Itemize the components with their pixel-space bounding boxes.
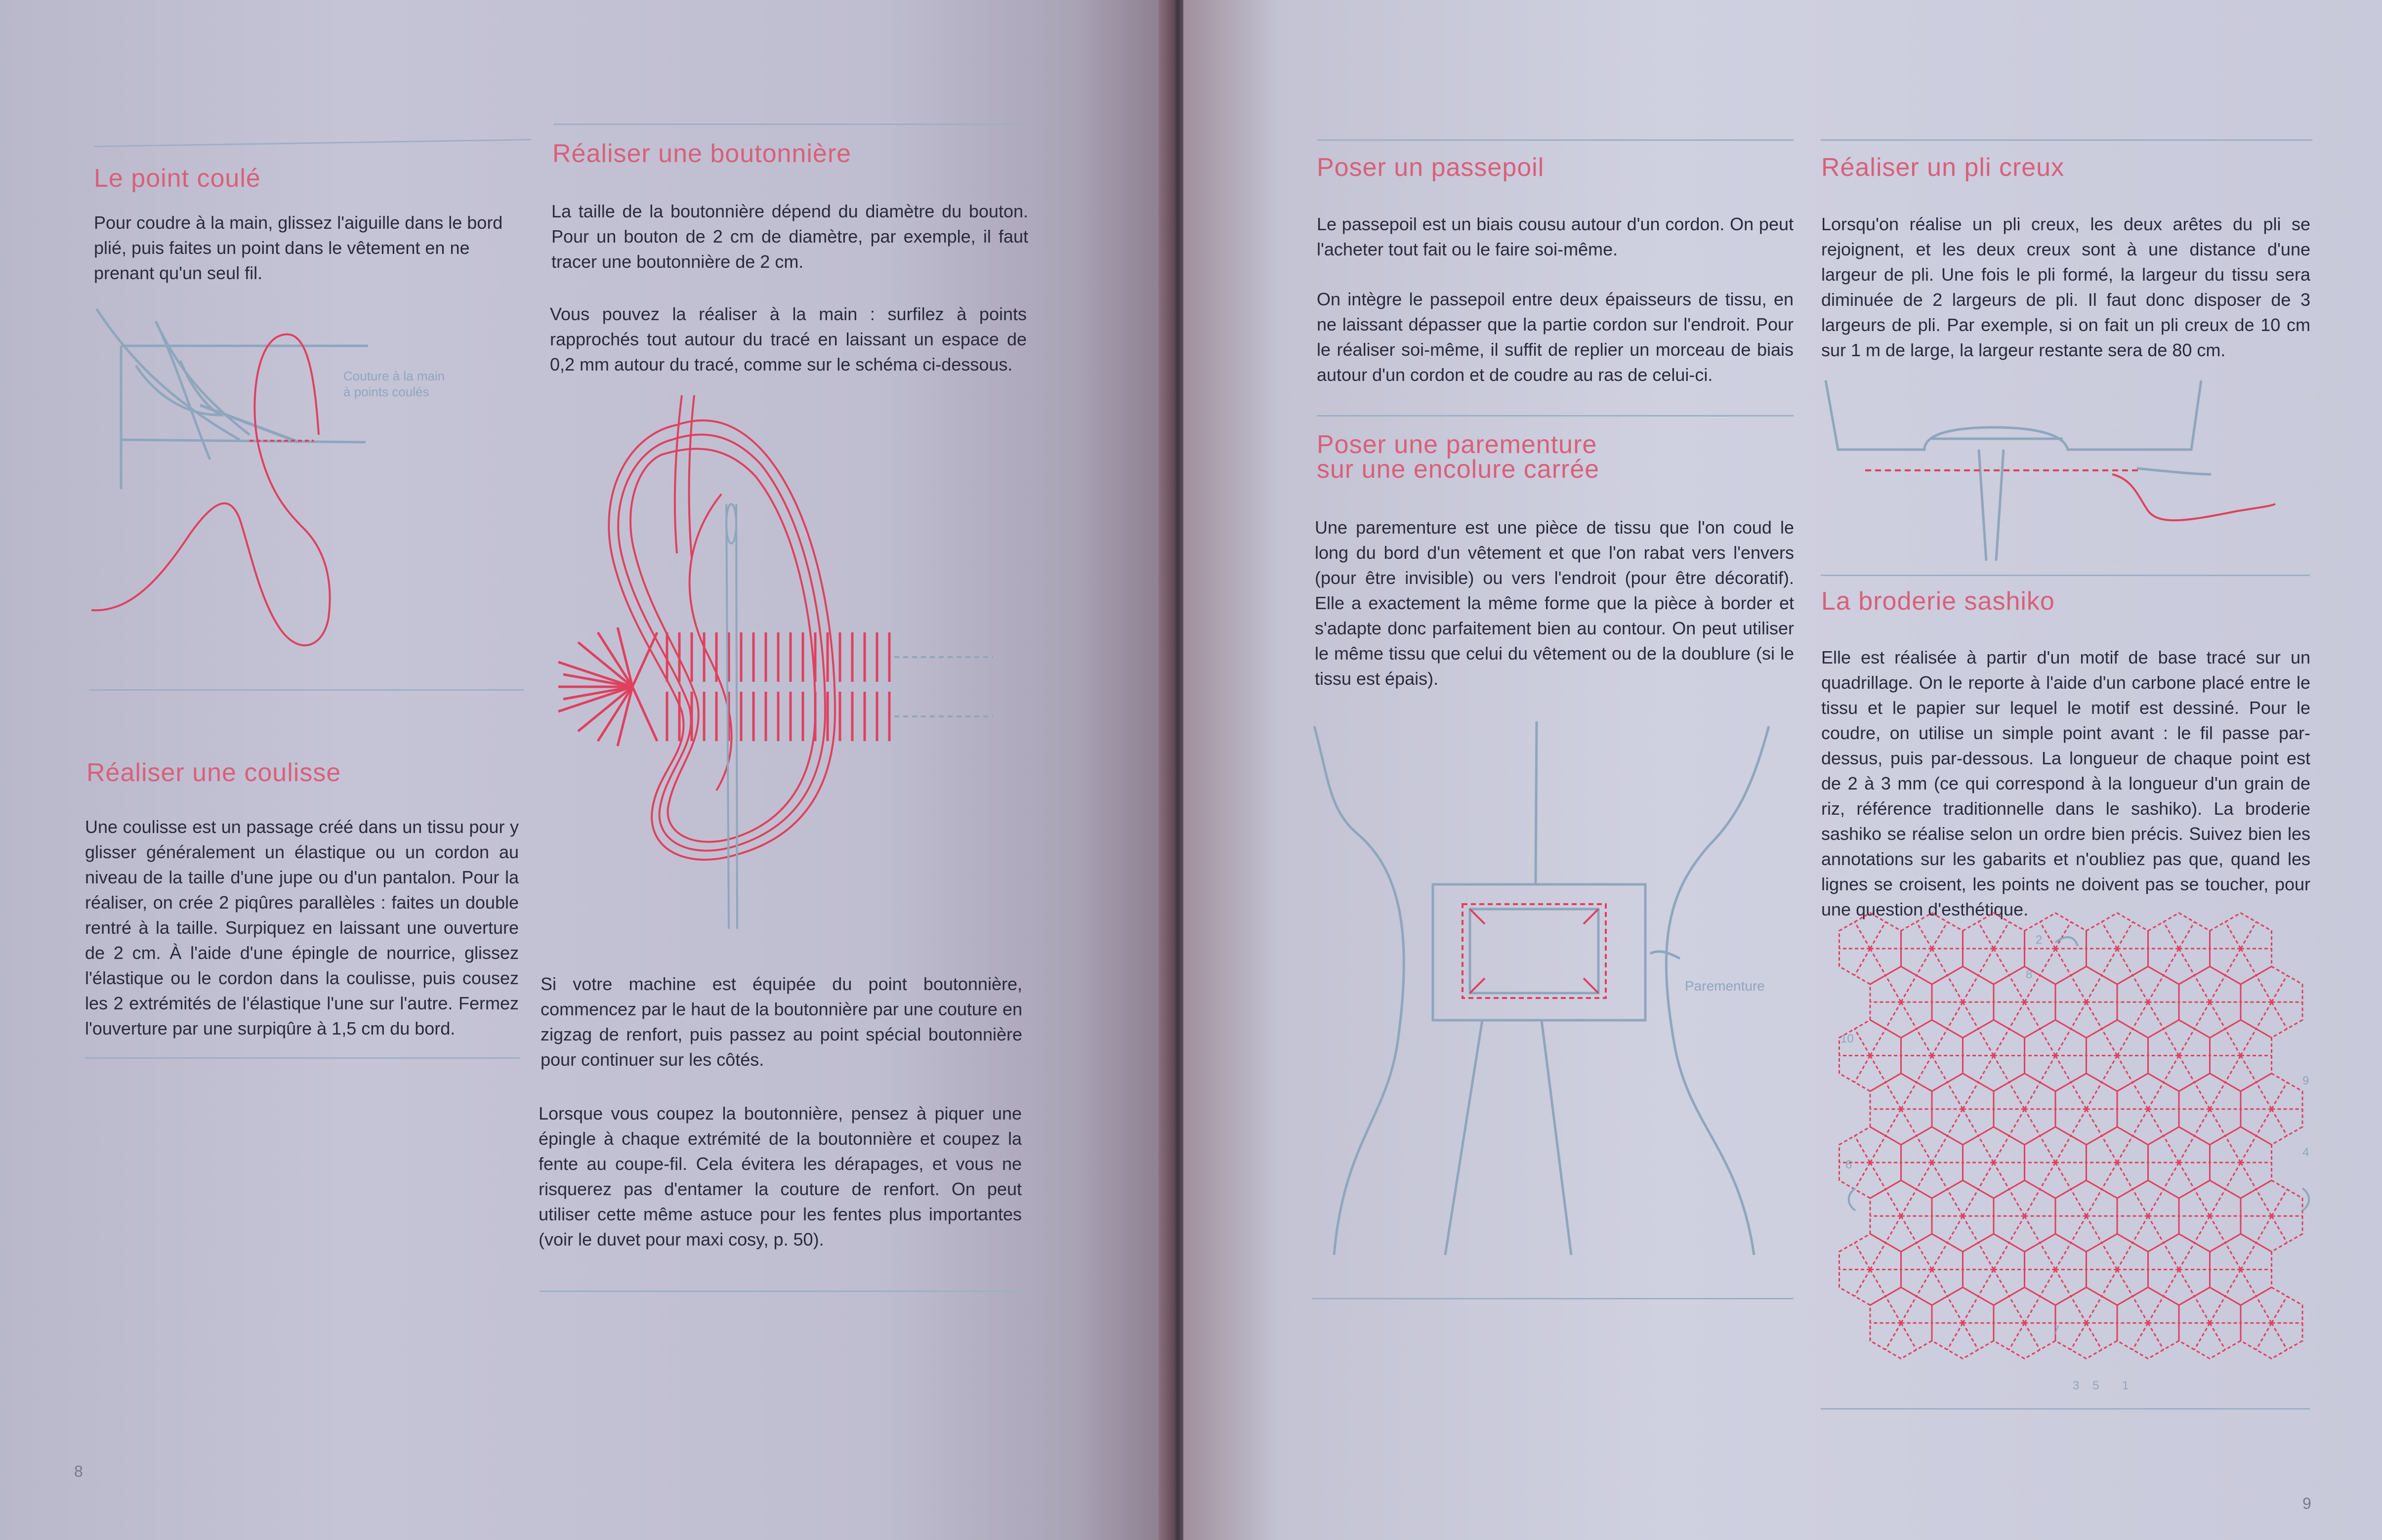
- page-number-right: 9: [2302, 1495, 2311, 1512]
- heading-point-coule: Le point coulé: [94, 164, 261, 193]
- rule-bottom-parementure: [1312, 1298, 1794, 1299]
- sashiko-diagram: [1840, 929, 2315, 1408]
- sashiko-number-6: 6: [1845, 1158, 1852, 1171]
- sashiko-number-3: 3: [2073, 1379, 2080, 1392]
- page-number-left: 8: [74, 1462, 83, 1480]
- pli-creux-diagram: [1826, 380, 2300, 568]
- parementure-diagram: [1314, 721, 1808, 1270]
- rule-bottom-point-coule: [89, 689, 524, 691]
- heading-sashiko: La broderie sashiko: [1821, 587, 2055, 616]
- text-pli-creux: Lorsqu'on réalise un pli creux, les deux arêtes du pli se rejoignent, et les deux creux sont à une distance d'une largeur de pli. Une fois le pli formé, la largeur du tissu sera diminuée de 2 largeurs de pli. Il faut donc disposer de 3 largeurs de pli. Par exemple, si on fait un pli creux de 10 cm sur 1 m de large, la largeur restante sera de 80 cm.: [1821, 214, 2310, 360]
- rule-bottom-coulisse: [85, 1057, 520, 1059]
- parementure-label: Parementure: [1685, 978, 1765, 994]
- point-coule-label-2: à points coulés: [343, 384, 429, 399]
- text-boutonniere-3: Si votre machine est équipée du point boutonnière, commencez par le haut de la boutonnière par une couture en zigzag de renfort, puis passez au point spécial boutonnière pour continuer sur les côtés.: [541, 974, 1022, 1070]
- boutonniere-diagram: [558, 395, 1003, 939]
- text-parementure: Une parementure est une pièce de tissu que l'on coud le long du bord d'un vêtement et que l'on rabat vers l'envers (pour être invisible) ou vers l'endroit (pour être décoratif). Elle a exactement la même forme que la pièce à border et s'adapte donc parfaitement bien au contour. On peut utiliser le même tissu que celui du vêtement ou de la doublure (si le tissu est épais).: [1315, 517, 1794, 689]
- sashiko-number-10: 10: [1840, 1032, 1854, 1045]
- heading-pli-creux: Réaliser un pli creux: [1821, 153, 2065, 182]
- rule-bottom-pli-creux: [1821, 575, 2310, 576]
- rule-bottom-passepoil: [1317, 415, 1794, 416]
- text-boutonniere-1: La taille de la boutonnière dépend du diamètre du bouton. Pour un bouton de 2 cm de diamètre, par exemple, il faut tracer une boutonnière de 2 cm.: [551, 201, 1028, 272]
- point-coule-diagram: [91, 301, 445, 677]
- sashiko-number-4: 4: [2302, 1146, 2309, 1159]
- heading-passepoil: Poser un passepoil: [1317, 153, 1545, 182]
- heading-coulisse: Réaliser une coulisse: [86, 758, 341, 787]
- text-point-coule: Pour coudre à la main, glissez l'aiguille dans le bord plié, puis faites un point dans le vêtement en ne prenant qu'un seul fil.: [94, 212, 503, 283]
- sashiko-number-1: 1: [2122, 1379, 2129, 1392]
- rule-top-pli-creux: [1821, 139, 2312, 141]
- left-page: [0, 0, 1169, 1540]
- rule-top-boutonniere: [553, 124, 1028, 125]
- sashiko-number-7: 7: [2053, 1324, 2060, 1337]
- rule-bottom-sashiko: [1821, 1408, 2310, 1410]
- rule-bottom-boutonniere: [540, 1290, 1021, 1292]
- rule-top-point-coule: [94, 139, 531, 147]
- heading-parementure-1: Poser une parementure: [1317, 430, 1597, 459]
- sashiko-number-9: 9: [2302, 1074, 2309, 1087]
- point-coule-label-1: Couture à la main: [343, 369, 445, 383]
- text-boutonniere-2: Vous pouvez la réaliser à la main : surfilez à points rapprochés tout autour du tracé en laissant un espace de 0,2 mm autour du tracé, comme sur le schéma ci-dessous.: [550, 304, 1027, 375]
- heading-boutonniere: Réaliser une boutonnière: [552, 139, 852, 168]
- text-coulisse: Une coulisse est un passage créé dans un tissu pour y glisser généralement un élastique ou un cordon au niveau de la taille d'une jupe ou d'un pantalon. Pour la réaliser, on crée 2 piqûres parallèles : faites un double rentré à la taille. Surpiquez en laissant une ouverture de 2 cm. À l'aide d'une épingle de nourrice, glissez l'élastique ou le cordon dans la coulisse, puis cousez les 2 extrémités de l'élastique l'une sur l'autre. Fermez l'ouverture par une surpiqûre à 1,5 cm du bord.: [85, 817, 519, 1039]
- text-boutonniere-4: Lorsque vous coupez la boutonnière, pensez à piquer une épingle à chaque extrémité de la boutonnière et coupez la fente au coupe-fil. Cela évitera les dérapages, et vous ne risquerez pas d'entamer la couture de renfort. On peut utiliser cette même astuce pour les fentes plus importantes (voir le duvet pour maxi cosy, p. 50).: [539, 1103, 1022, 1249]
- text-passepoil-1: Le passepoil est un biais cousu autour d'un cordon. On peut l'acheter tout fait ou le faire soi-même.: [1317, 214, 1794, 259]
- text-passepoil-2: On intègre le passepoil entre deux épaisseurs de tissu, en ne laissant dépasser que la partie cordon sur l'endroit. Pour le réaliser soi-même, il suffit de replier un morceau de biais autour d'un cordon et de coudre au ras de celui-ci.: [1317, 289, 1794, 385]
- sashiko-number-2: 2: [2036, 933, 2043, 947]
- sashiko-number-5: 5: [2092, 1379, 2099, 1392]
- right-page: [1183, 0, 2382, 1540]
- rule-top-passepoil: [1317, 139, 1794, 141]
- text-sashiko: Elle est réalisée à partir d'un motif de base tracé sur un quadrillage. On le reporte à l'aide d'un carbone placé entre le tissu et le papier sur lequel le motif est dessiné. Pour le coudre, on utilise un simple point avant : le fil passe par-dessus, puis par-dessous. La longueur de chaque point est de 2 à 3 mm (ce qui correspond à la longueur d'un grain de riz, référence traditionnelle dans le sashiko). La broderie sashiko se réalise selon un ordre bien précis. Suivez bien les annotations sur les gabarits et n'oubliez pas que, quand les lignes se croisent, les points ne doivent pas se toucher, pour une question d'esthétique.: [1821, 647, 2310, 919]
- heading-parementure-2: sur une encolure carrée: [1317, 455, 1600, 484]
- sashiko-number-8: 8: [2026, 968, 2033, 981]
